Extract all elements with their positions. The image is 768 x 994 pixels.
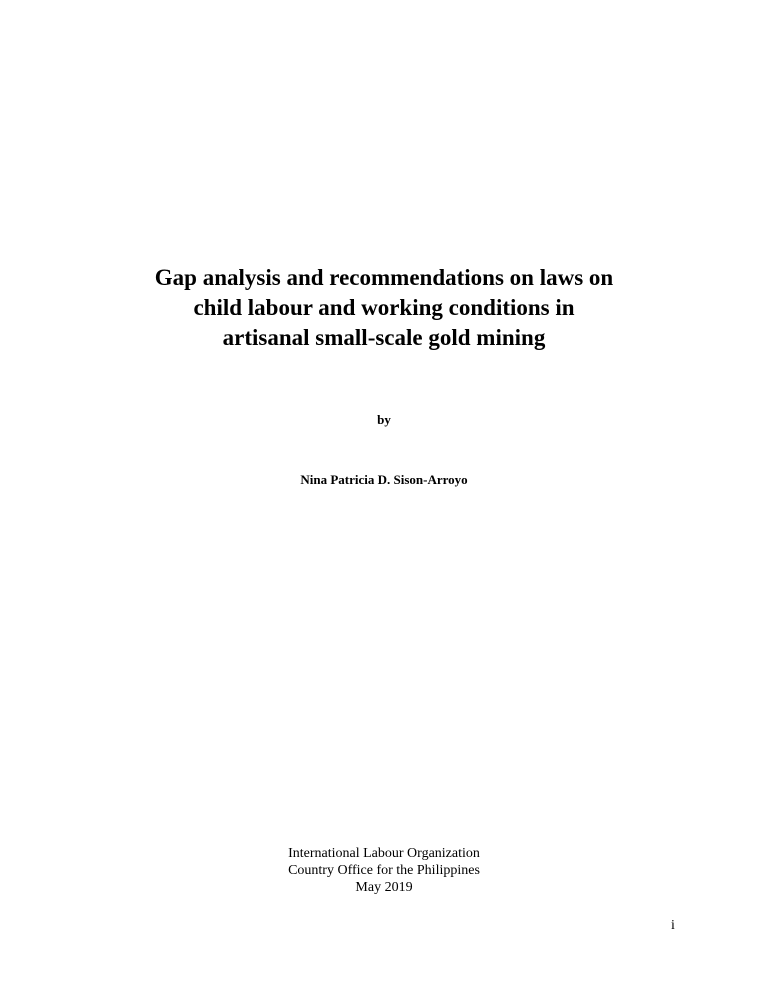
- publication-date: May 2019: [355, 880, 413, 895]
- author-name: Nina Patricia D. Sison-Arroyo: [300, 472, 468, 487]
- publisher-block: [0, 845, 768, 896]
- title-line: child labour and working conditions in: [193, 295, 575, 320]
- document-title: [0, 263, 768, 353]
- publisher-line: Country Office for the Philippines: [288, 863, 480, 878]
- title-line: artisanal small-scale gold mining: [222, 325, 546, 350]
- by-label: by: [377, 412, 391, 427]
- title-line: Gap analysis and recommendations on laws on: [154, 265, 614, 290]
- page-number: i: [671, 918, 675, 933]
- publisher-line: International Labour Organization: [288, 846, 480, 861]
